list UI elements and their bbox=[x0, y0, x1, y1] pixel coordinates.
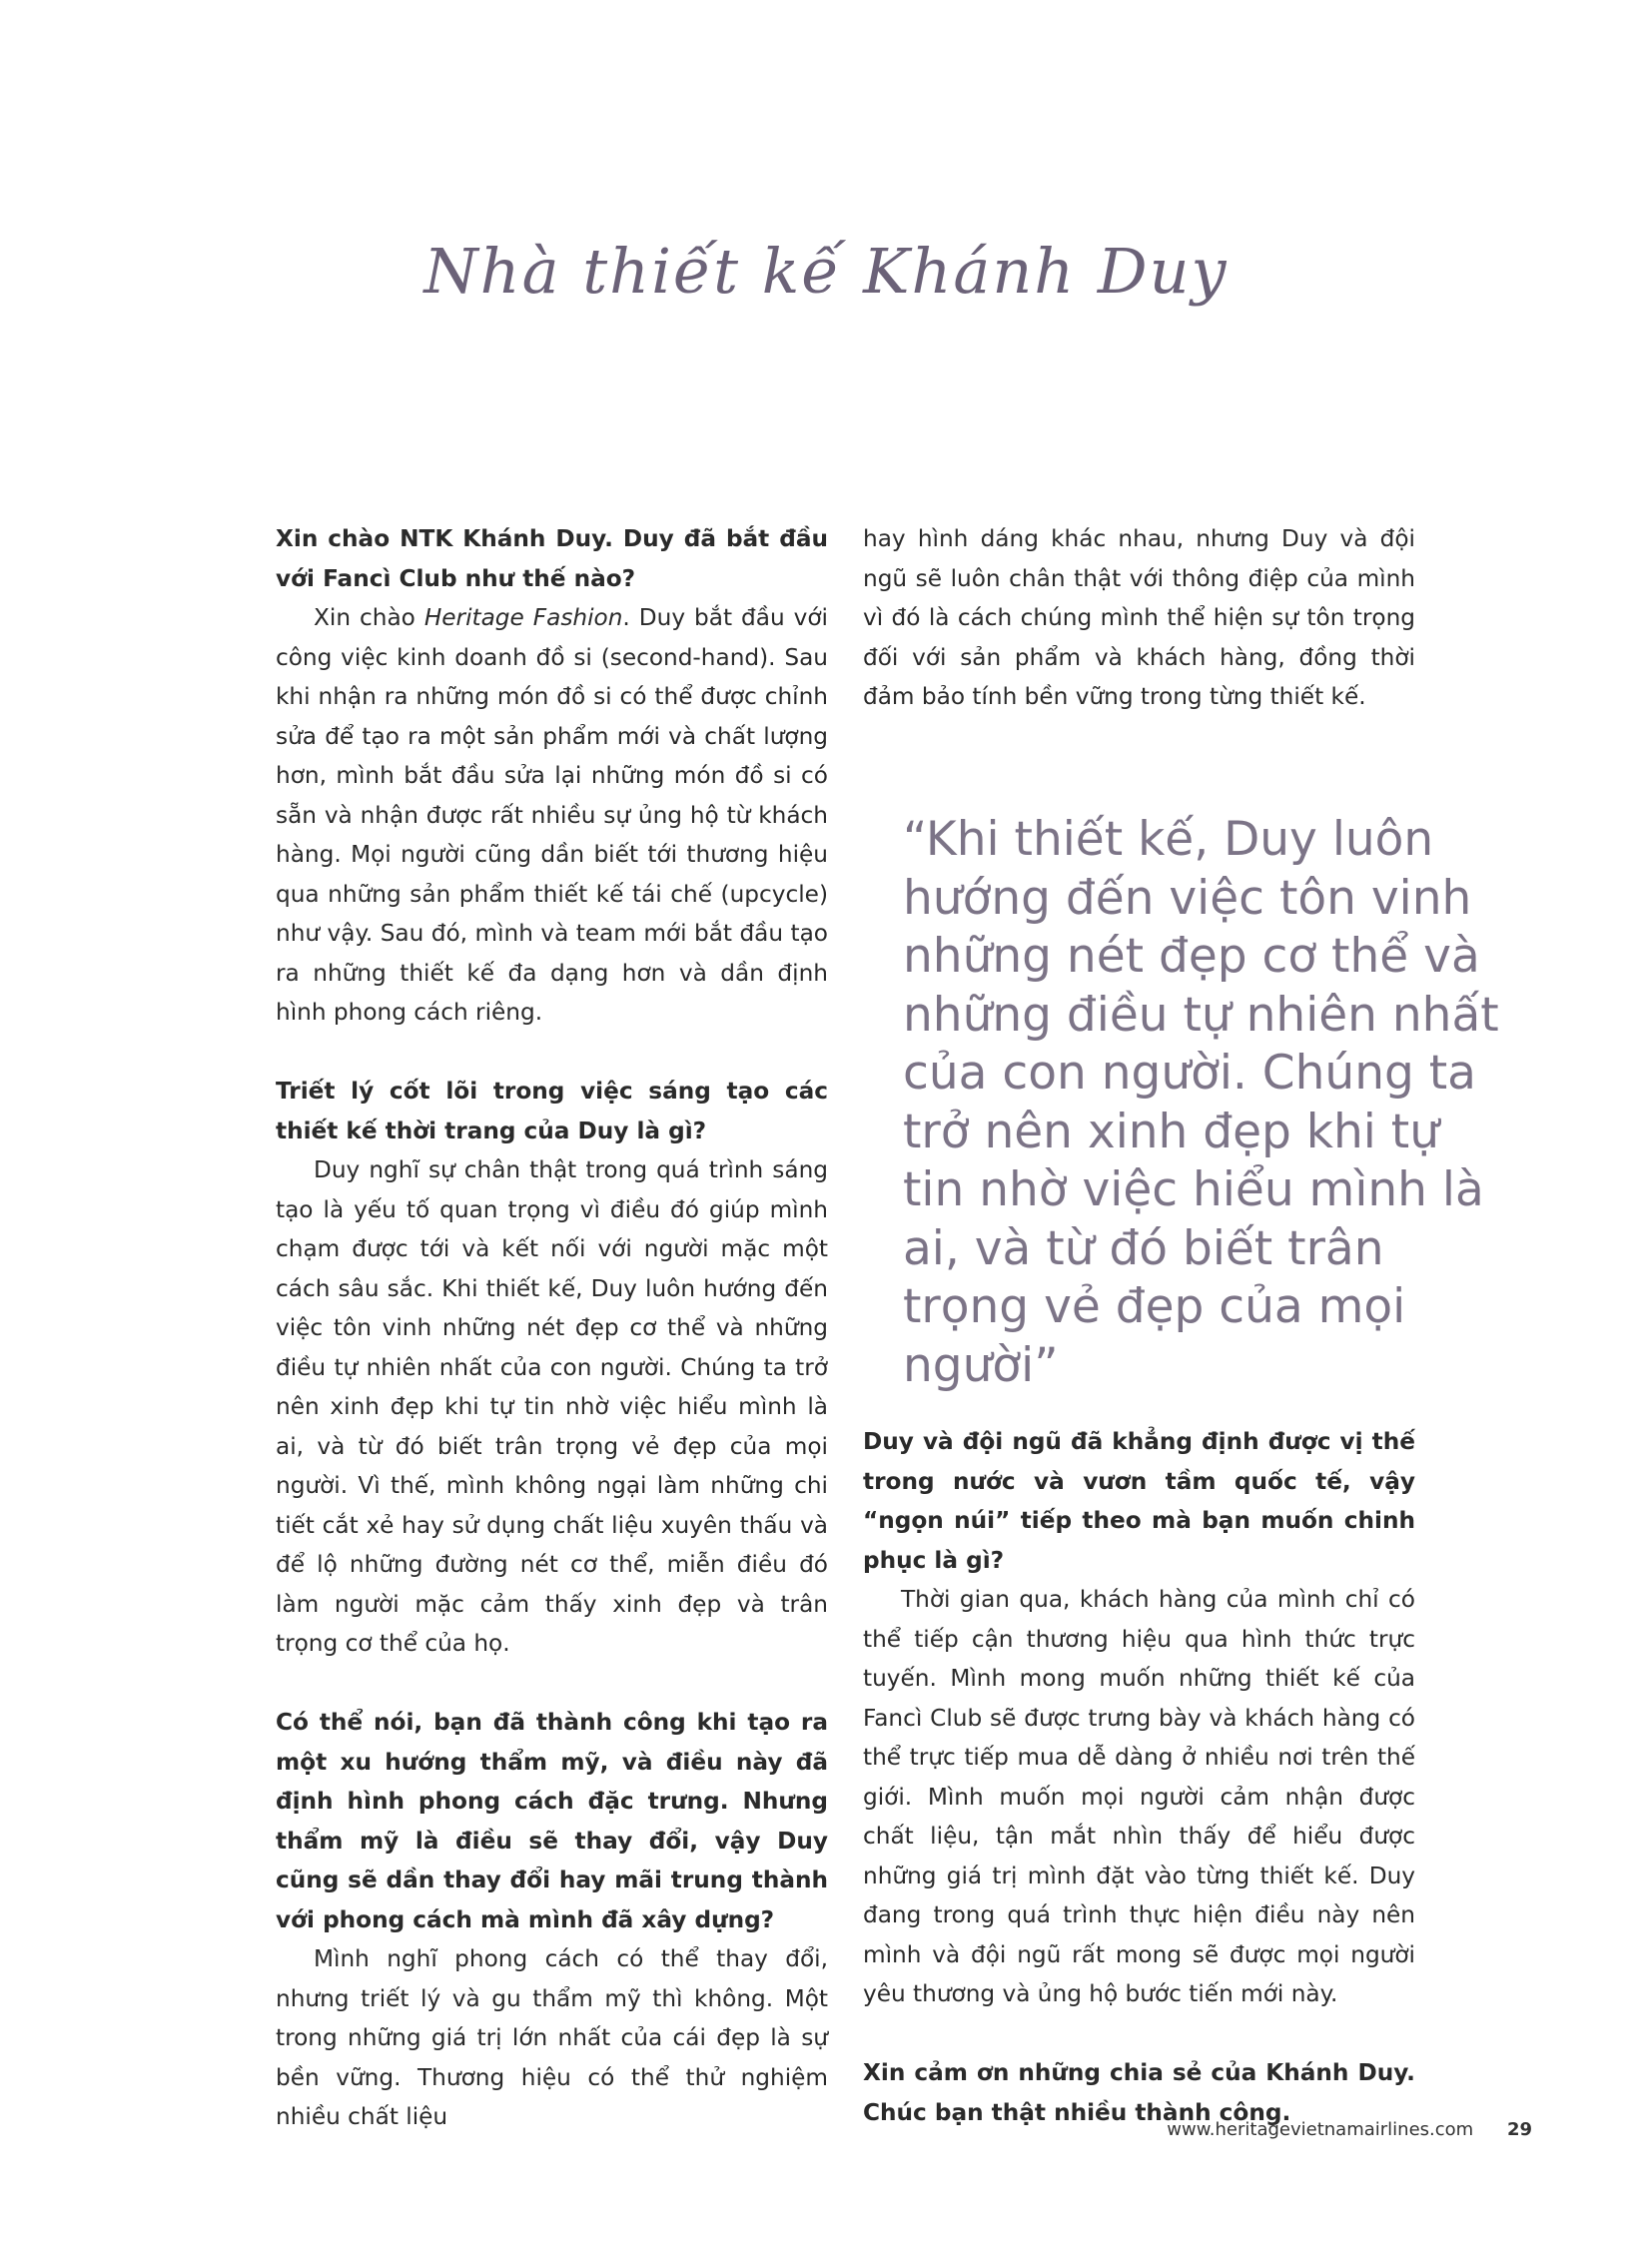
page-number: 29 bbox=[1506, 2119, 1532, 2140]
closing-line: Xin cảm ơn những chia sẻ của Khánh Duy. Chúc bạn thật nhiều thành công. bbox=[863, 2059, 1415, 2126]
footer-url[interactable]: www.heritagevietnamairlines.com bbox=[1167, 2119, 1474, 2140]
right-column-top bbox=[863, 519, 1415, 717]
answer-1 bbox=[276, 598, 828, 1033]
answer-2: Duy nghĩ sự chân thật trong quá trình sáng tạo là yếu tố quan trọng vì điều đó giúp mình chạm được tới và kết nối với người mặc một cách sâu sắc. Khi thiết kế, Duy luôn hướng đến việc tôn vinh những nét đẹp cơ thể và những điều tự nhiên nhất của con người. Chúng ta trở nên xinh đẹp khi tự tin nhờ việc hiểu mình là ai, và từ đó biết trân trọng vẻ đẹp của mọi người. Vì thế, mình không ngại làm những chi tiết cắt xẻ hay sử dụng chất liệu xuyên thấu và để lộ những đường nét cơ thể, miễn điều đó làm người mặc cảm thấy xinh đẹp và trân trọng cơ thể của họ. bbox=[276, 1156, 828, 1657]
question-1: Xin chào NTK Khánh Duy. Duy đã bắt đầu với Fancì Club như thế nào? bbox=[276, 525, 828, 592]
page-footer bbox=[1167, 2119, 1532, 2140]
question-2: Triết lý cốt lõi trong việc sáng tạo các thiết kế thời trang của Duy là gì? bbox=[276, 1078, 828, 1144]
question-3: Có thể nói, bạn đã thành công khi tạo ra một xu hướng thẩm mỹ, và điều này đã định hình phong cách đặc trưng. Nhưng thẩm mỹ là điều sẽ thay đổi, vậy Duy cũng sẽ dần thay đổi hay mãi trung thành với phong cách mà mình đã xây dựng? bbox=[276, 1709, 828, 1933]
question-4: Duy và đội ngũ đã khẳng định được vị thế trong nước và vươn tầm quốc tế, vậy “ngọn núi” tiếp theo mà bạn muốn chinh phục là gì? bbox=[863, 1428, 1415, 1574]
answer-1-start: Xin chào bbox=[314, 604, 424, 631]
answer-3-continued: hay hình dáng khác nhau, nhưng Duy và đội ngũ sẽ luôn chân thật với thông điệp của mình vì đó là cách chúng mình thể hiện sự tôn trọng đối với sản phẩm và khách hàng, đồng thời đảm bảo tính bền vững trong từng thiết kế. bbox=[863, 525, 1415, 710]
magazine-name: Heritage Fashion bbox=[423, 604, 623, 631]
pull-quote: “Khi thiết kế, Duy luôn hướng đến việc tôn vinh những nét đẹp cơ thể và những điều tự nhiên nhất của con người. Chúng ta trở nên xinh đẹp khi tự tin nhờ việc hiểu mình là ai, và từ đó biết trân trọng vẻ đẹp của mọi người” bbox=[903, 812, 1499, 1393]
answer-4: Thời gian qua, khách hàng của mình chỉ có thể tiếp cận thương hiệu qua hình thức trực tuyến. Mình mong muốn những thiết kế của Fancì Club sẽ được trưng bày và khách hàng có thể trực tiếp mua dễ dàng ở nhiều nơi trên thế giới. Mình muốn mọi người cảm nhận được chất liệu, tận mắt nhìn thấy để hiểu được những giá trị mình đặt vào từng thiết kế. Duy đang trong quá trình thực hiện điều này nên mình và đội ngũ rất mong sẽ được mọi người yêu thương và ủng hộ bước tiến mới này. bbox=[863, 1586, 1415, 2007]
right-column-bottom bbox=[863, 1422, 1415, 2132]
article-title: Nhà thiết kế Khánh Duy bbox=[423, 235, 1229, 308]
answer-3: Mình nghĩ phong cách có thể thay đổi, nhưng triết lý và gu thẩm mỹ thì không. Một trong những giá trị lớn nhất của cái đẹp là sự bền vững. Thương hiệu có thể thử nghiệm nhiều chất liệu bbox=[276, 1945, 828, 2130]
answer-1-rest: . Duy bắt đầu với công việc kinh doanh đồ si (second-hand). Sau khi nhận ra những món đồ si có thể được chỉnh sửa để tạo ra một sản phẩm mới và chất lượng hơn, mình bắt đầu sửa lại những món đồ si có sẵn và nhận được rất nhiều sự ủng hộ từ khách hàng. Mọi người cũng dần biết tới thương hiệu qua những sản phẩm thiết kế tái chế (upcycle) như vậy. Sau đó, mình và team mới bắt đầu tạo ra những thiết kế đa dạng hơn và dần định hình phong cách riêng. bbox=[276, 604, 828, 1026]
left-column bbox=[276, 519, 828, 2137]
